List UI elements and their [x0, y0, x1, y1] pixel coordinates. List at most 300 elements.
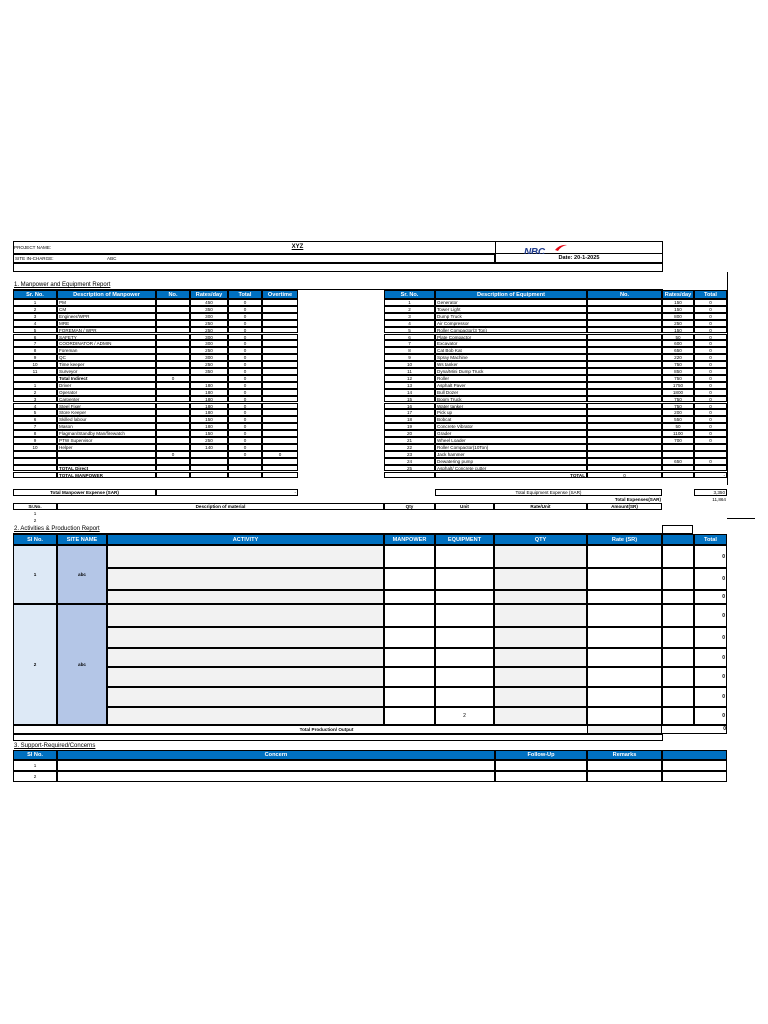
- manpower-rate: 250: [190, 320, 228, 327]
- manpower-description: Foreman: [57, 347, 156, 354]
- equipment-rate: 750: [662, 403, 694, 410]
- manpower-rate: 350: [190, 368, 228, 375]
- qty-cell[interactable]: [494, 627, 587, 648]
- qty-cell[interactable]: [494, 568, 587, 590]
- manpower-sr: 8: [13, 430, 57, 437]
- manpower-description: Mason: [57, 423, 156, 430]
- activity-header-cell: SITE NAME: [57, 534, 107, 545]
- equipment-total: 0: [694, 368, 727, 375]
- manpower-total: 0: [228, 334, 262, 341]
- manpower-no[interactable]: [156, 368, 190, 375]
- equipment-no[interactable]: [587, 347, 662, 354]
- equipment-description: TOTAL: [435, 472, 587, 479]
- concern-sl-no: 2: [13, 771, 57, 782]
- manpower-rate: 300: [190, 334, 228, 341]
- report-date: Date: 20-1-2025: [558, 255, 600, 261]
- activity-total: 0: [694, 648, 727, 667]
- equipment-cell[interactable]: [435, 545, 494, 568]
- manpower-no[interactable]: [156, 382, 190, 389]
- concern-header-cell: Concern: [57, 750, 495, 760]
- rate-cell[interactable]: [587, 627, 662, 648]
- equipment-no[interactable]: [587, 396, 662, 403]
- concern-remarks[interactable]: [587, 771, 662, 782]
- manpower-overtime[interactable]: [262, 334, 298, 341]
- activity-cell[interactable]: [107, 545, 384, 568]
- equipment-no[interactable]: [587, 361, 662, 368]
- section2-spacer-row: [13, 734, 663, 741]
- manpower-rate: 300: [190, 313, 228, 320]
- manpower-no[interactable]: [156, 306, 190, 313]
- activity-total: 0: [694, 568, 727, 590]
- manpower-sr: 9: [13, 354, 57, 361]
- equipment-rate: [662, 444, 694, 451]
- equipment-no[interactable]: [587, 299, 662, 306]
- manpower-description: SAFETY: [57, 334, 156, 341]
- activity-cell[interactable]: [107, 604, 384, 627]
- manpower-no[interactable]: 0: [156, 451, 190, 458]
- manpower-overtime[interactable]: [262, 423, 298, 430]
- manpower-overtime[interactable]: [262, 354, 298, 361]
- manpower-sr: 1: [13, 299, 57, 306]
- manpower-description: COORDINATOR / ADMIN: [57, 340, 156, 347]
- equipment-description: Dewatering pump: [435, 458, 587, 465]
- manpower-cell[interactable]: [384, 568, 435, 590]
- equipment-total: 0: [694, 396, 727, 403]
- manpower-header-cell: Rates/day: [190, 290, 228, 299]
- manpower-no[interactable]: [156, 472, 190, 479]
- manpower-rate: 350: [190, 306, 228, 313]
- concern-remarks[interactable]: [587, 760, 662, 771]
- manpower-overtime[interactable]: [262, 472, 298, 479]
- manpower-total: 0: [228, 327, 262, 334]
- manpower-overtime[interactable]: [262, 403, 298, 410]
- equipment-sr: 13: [384, 382, 435, 389]
- site-value: ABC: [107, 256, 117, 261]
- spare-cell[interactable]: [662, 627, 694, 648]
- equipment-total: 0: [694, 409, 727, 416]
- concern-spare: [662, 771, 727, 782]
- manpower-rate: 150: [190, 416, 228, 423]
- qty-cell[interactable]: [494, 648, 587, 667]
- equipment-description: Spray Machine: [435, 354, 587, 361]
- material-header-cell: Rate/Unit: [494, 503, 587, 510]
- equipment-no[interactable]: [587, 437, 662, 444]
- manpower-overtime[interactable]: [262, 444, 298, 451]
- equipment-sr: 22: [384, 444, 435, 451]
- equipment-total: 0: [694, 458, 727, 465]
- qty-cell[interactable]: [494, 667, 587, 687]
- equipment-total: 0: [694, 403, 727, 410]
- equipment-rate: 550: [662, 416, 694, 423]
- equipment-description: Asphalt Paver: [435, 382, 587, 389]
- activity-total: 0: [694, 545, 727, 568]
- manpower-no[interactable]: [156, 334, 190, 341]
- rate-cell[interactable]: [587, 648, 662, 667]
- spare-cell[interactable]: [662, 568, 694, 590]
- spare-cell[interactable]: [662, 707, 694, 725]
- equipment-sr: 25: [384, 465, 435, 472]
- manpower-cell[interactable]: [384, 667, 435, 687]
- manpower-total: 0: [228, 347, 262, 354]
- manpower-no[interactable]: [156, 347, 190, 354]
- manpower-rate: 250: [190, 327, 228, 334]
- material-header-cell: Amount(SR): [587, 503, 662, 510]
- rate-cell[interactable]: [587, 590, 662, 604]
- equipment-rate: [662, 472, 694, 479]
- logo-text: NBC: [524, 247, 545, 254]
- manpower-overtime[interactable]: [262, 416, 298, 423]
- manpower-overtime[interactable]: [262, 396, 298, 403]
- manpower-overtime[interactable]: [262, 430, 298, 437]
- equipment-sr: 21: [384, 437, 435, 444]
- manpower-no[interactable]: [156, 389, 190, 396]
- equipment-no[interactable]: [587, 451, 662, 458]
- manpower-overtime[interactable]: [262, 375, 298, 382]
- manpower-no[interactable]: [156, 430, 190, 437]
- rate-cell[interactable]: [587, 604, 662, 627]
- manpower-description: [57, 458, 156, 465]
- equipment-rate: 800: [662, 313, 694, 320]
- manpower-cell[interactable]: [384, 590, 435, 604]
- manpower-total: 0: [228, 430, 262, 437]
- manpower-rate: [190, 451, 228, 458]
- equipment-no[interactable]: [587, 416, 662, 423]
- equipment-header-cell: No.: [587, 290, 662, 299]
- site-label: SITE IN-CHARGE:: [13, 254, 495, 263]
- spare-cell[interactable]: [662, 667, 694, 687]
- manpower-cell[interactable]: [384, 604, 435, 627]
- equipment-total: 0: [694, 375, 727, 382]
- section2-title: 2. Activities & Production Report: [14, 526, 100, 532]
- equipment-cell[interactable]: [435, 687, 494, 707]
- equipment-description: Cat Bob Kat: [435, 347, 587, 354]
- manpower-total: 0: [228, 354, 262, 361]
- manpower-overtime[interactable]: [262, 368, 298, 375]
- manpower-description: Skilled labour: [57, 416, 156, 423]
- production-spare-cell: [587, 725, 662, 734]
- manpower-rate: 180: [190, 409, 228, 416]
- equipment-sr: 10: [384, 361, 435, 368]
- manpower-overtime[interactable]: [262, 347, 298, 354]
- manpower-rate: 180: [190, 396, 228, 403]
- equipment-rate: 600: [662, 340, 694, 347]
- equipment-no[interactable]: [587, 430, 662, 437]
- manpower-description: Surveyor: [57, 368, 156, 375]
- equipment-no[interactable]: [587, 306, 662, 313]
- equipment-no[interactable]: [587, 389, 662, 396]
- equipment-no[interactable]: [587, 465, 662, 472]
- rate-cell[interactable]: [587, 568, 662, 590]
- equipment-sr: 15: [384, 396, 435, 403]
- manpower-overtime[interactable]: [262, 299, 298, 306]
- activity-total: 0: [694, 667, 727, 687]
- concern-text[interactable]: [57, 760, 495, 771]
- equipment-no[interactable]: [587, 382, 662, 389]
- equipment-sr: 9: [384, 354, 435, 361]
- activity-header-cell: Total: [694, 534, 727, 545]
- concern-text[interactable]: [57, 771, 495, 782]
- manpower-description: [57, 451, 156, 458]
- equipment-sr: 18: [384, 416, 435, 423]
- activity-cell[interactable]: [107, 590, 384, 604]
- manpower-total: 0: [228, 423, 262, 430]
- spacer-row: [13, 263, 663, 272]
- concern-follow-up[interactable]: [495, 771, 587, 782]
- equipment-sr: 5: [384, 327, 435, 334]
- spare-cell[interactable]: [662, 687, 694, 707]
- equipment-sr: 20: [384, 430, 435, 437]
- rate-cell[interactable]: [587, 687, 662, 707]
- manpower-rate: 150: [190, 430, 228, 437]
- manpower-no[interactable]: [156, 437, 190, 444]
- equipment-sr: 6: [384, 334, 435, 341]
- manpower-no[interactable]: [156, 409, 190, 416]
- manpower-cell[interactable]: [384, 627, 435, 648]
- equipment-header-cell: Description of Equipment: [435, 290, 587, 299]
- equipment-rate: 220: [662, 354, 694, 361]
- activity-total: 0: [694, 590, 727, 604]
- activity-cell[interactable]: [107, 648, 384, 667]
- spare-cell[interactable]: [662, 648, 694, 667]
- equipment-sr: 14: [384, 389, 435, 396]
- concern-sl-no: 1: [13, 760, 57, 771]
- manpower-total: 0: [228, 409, 262, 416]
- equipment-no[interactable]: [587, 368, 662, 375]
- equipment-sr: 12: [384, 375, 435, 382]
- manpower-overtime[interactable]: [262, 437, 298, 444]
- manpower-description: QC: [57, 354, 156, 361]
- spare-cell[interactable]: [662, 604, 694, 627]
- equipment-cell[interactable]: [435, 648, 494, 667]
- manpower-overtime[interactable]: [262, 320, 298, 327]
- activity-cell[interactable]: [107, 667, 384, 687]
- manpower-sr: 5: [13, 409, 57, 416]
- spare-cell[interactable]: [662, 545, 694, 568]
- manpower-description: Carpenter: [57, 396, 156, 403]
- manpower-overtime[interactable]: [262, 409, 298, 416]
- equipment-no[interactable]: [587, 403, 662, 410]
- manpower-description: CM: [57, 306, 156, 313]
- manpower-overtime[interactable]: [262, 313, 298, 320]
- rate-cell[interactable]: [587, 545, 662, 568]
- equipment-no[interactable]: [587, 458, 662, 465]
- qty-cell[interactable]: [494, 545, 587, 568]
- equipment-no[interactable]: [587, 375, 662, 382]
- equipment-total: 0: [694, 327, 727, 334]
- manpower-description: Time keeper: [57, 361, 156, 368]
- equipment-description: Tower Light: [435, 306, 587, 313]
- manpower-sr: [13, 375, 57, 382]
- equipment-sr: 8: [384, 347, 435, 354]
- manpower-overtime[interactable]: [262, 382, 298, 389]
- manpower-sr: 3: [13, 396, 57, 403]
- manpower-overtime[interactable]: [262, 465, 298, 472]
- equipment-no[interactable]: [587, 320, 662, 327]
- equipment-total: -: [694, 472, 727, 479]
- manpower-overtime[interactable]: [262, 327, 298, 334]
- qty-cell[interactable]: [494, 707, 587, 725]
- activity-cell[interactable]: [107, 627, 384, 648]
- concern-header-cell: Follow-Up: [495, 750, 587, 760]
- equipment-cell[interactable]: [435, 590, 494, 604]
- manpower-total: [228, 458, 262, 465]
- section1-title: 1. Manpower and Equipment Report: [14, 282, 111, 288]
- group1-sl-no: 1: [13, 545, 57, 604]
- equipment-description: Roller: [435, 375, 587, 382]
- manpower-overtime[interactable]: [262, 389, 298, 396]
- equipment-description: Roller Compactor(3 Ton): [435, 327, 587, 334]
- manpower-no[interactable]: [156, 423, 190, 430]
- equipment-no[interactable]: [587, 444, 662, 451]
- manpower-overtime[interactable]: [262, 458, 298, 465]
- equipment-description: Grader: [435, 430, 587, 437]
- equipment-description: Bull Dozer: [435, 389, 587, 396]
- manpower-header-cell: Description of Manpower: [57, 290, 156, 299]
- qty-cell[interactable]: [494, 687, 587, 707]
- qty-cell[interactable]: [494, 604, 587, 627]
- manpower-no[interactable]: [156, 361, 190, 368]
- total-expenses-value: 11,864: [712, 497, 726, 502]
- equipment-no[interactable]: 0: [587, 472, 662, 479]
- manpower-total: 0: [228, 403, 262, 410]
- equipment-sr: 4: [384, 320, 435, 327]
- equipment-rate: 150: [662, 299, 694, 306]
- manpower-rate: 250: [190, 347, 228, 354]
- manpower-sr: 4: [13, 320, 57, 327]
- equipment-description: Plate Compactor: [435, 334, 587, 341]
- manpower-rate: 450: [190, 299, 228, 306]
- equipment-no[interactable]: [587, 313, 662, 320]
- equipment-total: 0: [694, 347, 727, 354]
- activity-cell[interactable]: [107, 568, 384, 590]
- manpower-no[interactable]: [156, 327, 190, 334]
- manpower-no[interactable]: 0: [156, 375, 190, 382]
- manpower-sr: 7: [13, 340, 57, 347]
- group2-site-name: abc: [57, 604, 107, 725]
- manpower-no[interactable]: [156, 354, 190, 361]
- manpower-cell[interactable]: [384, 687, 435, 707]
- equipment-no[interactable]: [587, 334, 662, 341]
- equipment-rate: [662, 465, 694, 472]
- manpower-overtime[interactable]: [262, 340, 298, 347]
- manpower-sr: 4: [13, 403, 57, 410]
- manpower-overtime[interactable]: 0: [262, 451, 298, 458]
- manpower-no[interactable]: [156, 340, 190, 347]
- equipment-no[interactable]: [587, 327, 662, 334]
- rate-cell[interactable]: [587, 707, 662, 725]
- equipment-no[interactable]: [587, 340, 662, 347]
- company-logo: [524, 242, 572, 254]
- activity-total: 0: [694, 604, 727, 627]
- manpower-cell[interactable]: [384, 707, 435, 725]
- manpower-rate: 180: [190, 423, 228, 430]
- activity-cell[interactable]: [107, 707, 384, 725]
- equipment-cell[interactable]: 2: [435, 707, 494, 725]
- manpower-rate: [190, 458, 228, 465]
- manpower-cell[interactable]: [384, 545, 435, 568]
- manpower-cell[interactable]: [384, 648, 435, 667]
- equipment-description: Pick up: [435, 409, 587, 416]
- equipment-rate: 650: [662, 458, 694, 465]
- logo-swoosh-icon: [554, 243, 568, 253]
- total-equipment-expense-label: Total Equipment Expense (SAR): [435, 489, 662, 496]
- equipment-rate: 150: [662, 306, 694, 313]
- equipment-total: 0: [694, 306, 727, 313]
- manpower-total: 0: [228, 299, 262, 306]
- equipment-cell[interactable]: [435, 604, 494, 627]
- equipment-no[interactable]: [587, 409, 662, 416]
- equipment-total: 0: [694, 334, 727, 341]
- manpower-no[interactable]: [156, 320, 190, 327]
- manpower-description: Engineer/WPR: [57, 313, 156, 320]
- manpower-total: 0: [228, 389, 262, 396]
- manpower-rate: 140: [190, 444, 228, 451]
- manpower-no[interactable]: [156, 458, 190, 465]
- manpower-total: 0: [228, 375, 262, 382]
- manpower-no[interactable]: [156, 396, 190, 403]
- manpower-sr: 8: [13, 347, 57, 354]
- manpower-no[interactable]: [156, 313, 190, 320]
- equipment-cell[interactable]: [435, 568, 494, 590]
- project-label: PROJECT NAME:: [14, 245, 52, 250]
- equipment-sr: 7: [384, 340, 435, 347]
- equipment-header-cell: Rates/day: [662, 290, 694, 299]
- equipment-description: Boom Truck: [435, 396, 587, 403]
- equipment-rate: 750: [662, 361, 694, 368]
- equipment-total: 0: [694, 299, 727, 306]
- qty-cell[interactable]: [494, 590, 587, 604]
- equipment-description: Asphalt/ Concrete cutter: [435, 465, 587, 472]
- rate-cell[interactable]: [587, 667, 662, 687]
- manpower-description: TOTAL Direct: [57, 465, 156, 472]
- material-header-cell: Sr.No.: [13, 503, 57, 510]
- activity-cell[interactable]: [107, 687, 384, 707]
- concern-follow-up[interactable]: [495, 760, 587, 771]
- equipment-no[interactable]: [587, 354, 662, 361]
- equipment-sr: 3: [384, 313, 435, 320]
- manpower-total: 0: [228, 451, 262, 458]
- manpower-description: Operator: [57, 389, 156, 396]
- manpower-overtime[interactable]: [262, 306, 298, 313]
- manpower-sr: 2: [13, 306, 57, 313]
- equipment-rate: 1100: [662, 430, 694, 437]
- total-manpower-expense-value: -: [156, 489, 298, 496]
- equipment-sr: 11: [384, 368, 435, 375]
- manpower-sr: 10: [13, 361, 57, 368]
- manpower-no[interactable]: [156, 416, 190, 423]
- manpower-no[interactable]: [156, 299, 190, 306]
- equipment-header-cell: Sr. No.: [384, 290, 435, 299]
- equipment-sr: 2: [384, 306, 435, 313]
- equipment-cell[interactable]: [435, 667, 494, 687]
- activity-total: 0: [694, 627, 727, 648]
- manpower-rate: [190, 472, 228, 479]
- manpower-no[interactable]: [156, 465, 190, 472]
- equipment-rate: 200: [662, 409, 694, 416]
- manpower-overtime[interactable]: [262, 361, 298, 368]
- equipment-no[interactable]: [587, 423, 662, 430]
- manpower-description: PTW Supervisor: [57, 437, 156, 444]
- equipment-rate: 850: [662, 368, 694, 375]
- equipment-total: 0: [694, 430, 727, 437]
- group1-site-name: abc: [57, 545, 107, 604]
- manpower-no[interactable]: [156, 444, 190, 451]
- equipment-cell[interactable]: [435, 627, 494, 648]
- manpower-no[interactable]: [156, 403, 190, 410]
- spare-cell[interactable]: [662, 590, 694, 604]
- equipment-description: Air Compressor: [435, 320, 587, 327]
- activity-header-cell: EQUIPMENT: [435, 534, 494, 545]
